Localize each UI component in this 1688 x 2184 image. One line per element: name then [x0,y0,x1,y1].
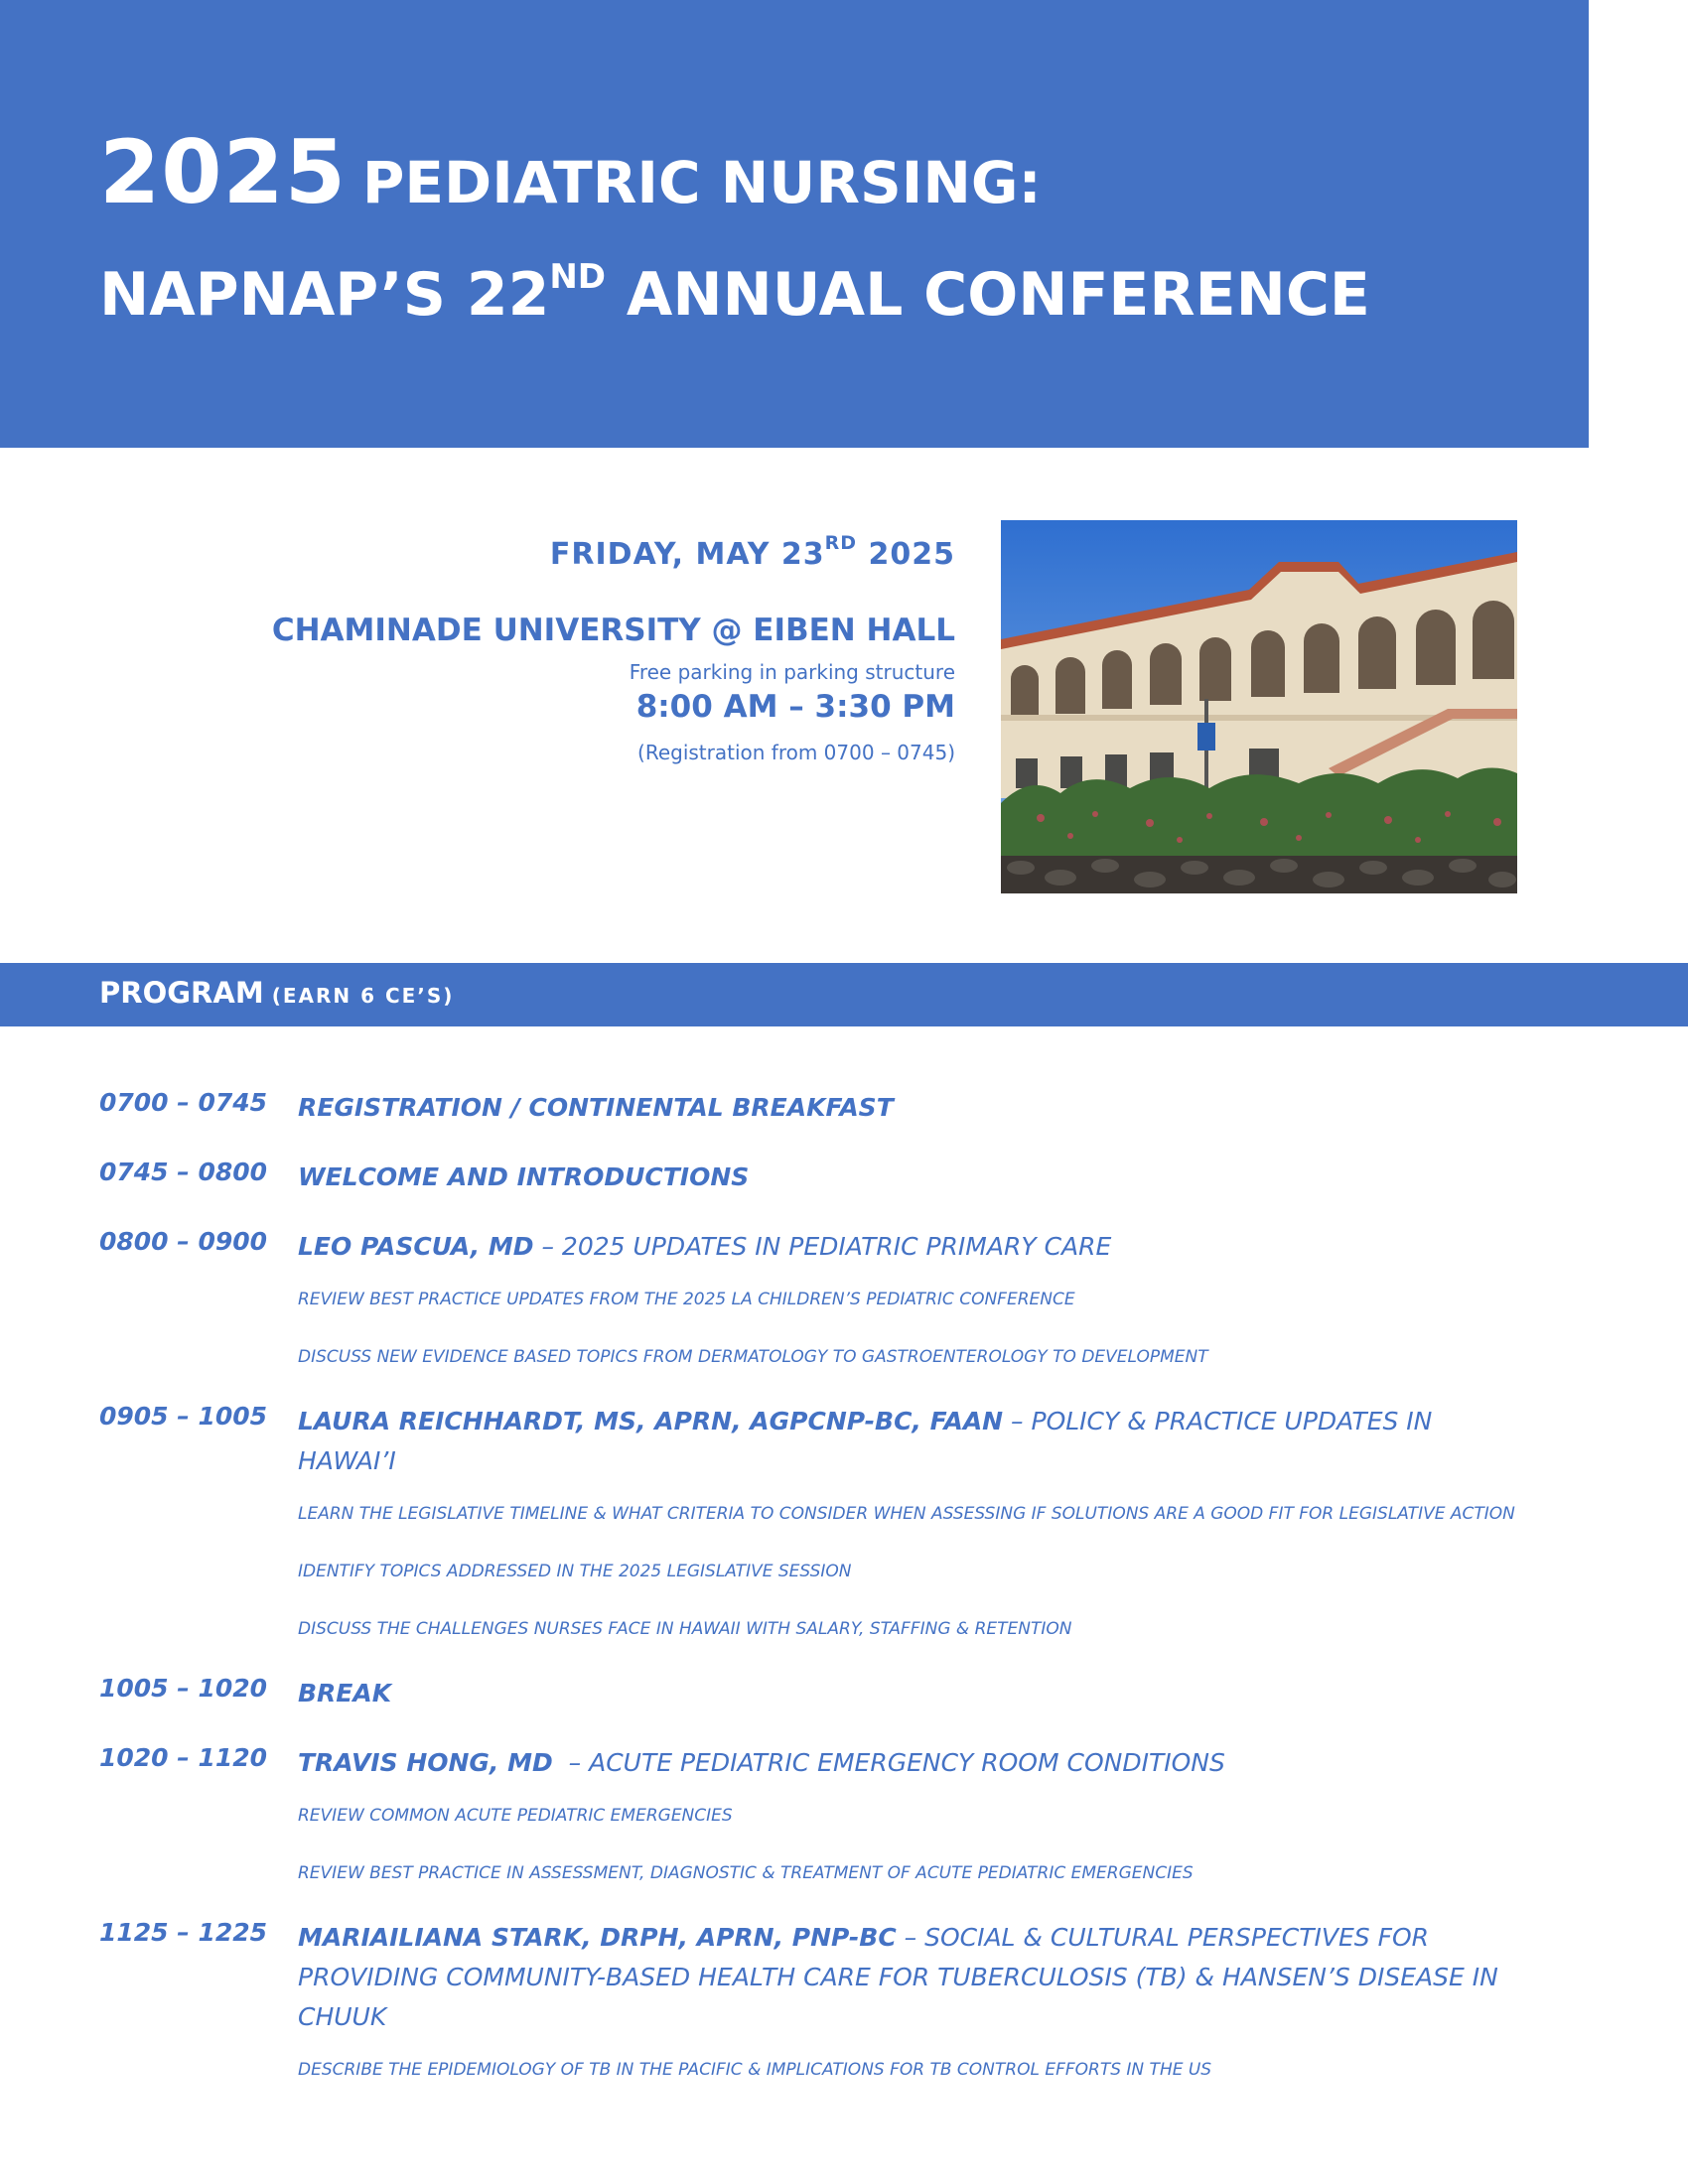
building-photo [1001,520,1517,893]
slot-speaker: LAURA REICHHARDT, MS, APRN, AGPCNP-BC, FAAN [298,1407,1004,1435]
slot-speaker: WELCOME AND INTRODUCTIONS [298,1162,750,1191]
schedule-slot [99,1158,1529,1197]
page-title-line-2 [99,257,1370,330]
program-ce: (EARN 6 CE’S) [271,984,455,1008]
slot-time: 1020 – 1120 [99,1743,268,1772]
event-time: 8:00 AM – 3:30 PM [635,689,955,725]
schedule-slot [99,1088,1529,1128]
slot-title [298,1674,1529,1713]
slot-time: 0745 – 0800 [99,1158,268,1186]
slot-objective: DISCUSS THE CHALLENGES NURSES FACE IN HAWAII WITH SALARY, STAFFING & RETENTION [298,1619,1072,1639]
slot-time: 1125 – 1225 [99,1918,268,1947]
slot-objective: DESCRIBE THE EPIDEMIOLOGY OF TB IN THE PACIFIC & IMPLICATIONS FOR TB CONTROL EFFORTS IN THE US [298,2060,1212,2080]
slot-time: 0700 – 0745 [99,1088,268,1117]
event-parking: Free parking in parking structure [629,660,955,684]
slot-objective: REVIEW BEST PRACTICE UPDATES FROM THE 2025 LA CHILDREN’S PEDIATRIC CONFERENCE [298,1290,1075,1309]
schedule-slot [99,1743,1529,1888]
program-heading [99,976,454,1010]
slot-title [298,1743,1529,1783]
event-registration: (Registration from 0700 – 0745) [637,741,955,764]
slot-time: 1005 – 1020 [99,1674,268,1703]
slot-title [298,1227,1529,1267]
slot-objective: IDENTIFY TOPICS ADDRESSED IN THE 2025 LEGISLATIVE SESSION [298,1562,852,1581]
slot-title [298,1918,1529,2037]
slot-topic: – SOCIAL & CULTURAL PERSPECTIVES FOR PROVIDING COMMUNITY-BASED HEALTH CARE FOR TUBERCULOSIS (TB) & HANSEN’S DISEASE IN CHUUK [298,1923,1506,2031]
title-banner [0,0,1589,448]
slot-speaker: MARIAILIANA STARK, DRPH, APRN, PNP-BC [298,1923,897,1952]
title-rest: PEDIATRIC NURSING: [361,149,1042,216]
slot-speaker: LEO PASCUA, MD [298,1232,534,1261]
slot-time: 0905 – 1005 [99,1402,268,1431]
schedule-slot [99,1918,1529,2085]
slot-title [298,1402,1529,1481]
title-line2-prefix: NAPNAP’S 22 [99,260,550,330]
slot-objective: LEARN THE LEGISLATIVE TIMELINE & WHAT CRITERIA TO CONSIDER WHEN ASSESSING IF SOLUTIONS ARE A GOOD FIT FOR LEGISLATIVE ACTION [298,1504,1515,1524]
slot-topic: – POLICY & PRACTICE UPDATES IN HAWAI’I [298,1407,1441,1475]
slot-objective: REVIEW COMMON ACUTE PEDIATRIC EMERGENCIES [298,1806,733,1826]
slot-title [298,1088,1529,1128]
title-line2-suffix: ANNUAL CONFERENCE [606,260,1370,330]
schedule-slot [99,1227,1529,1372]
event-venue: CHAMINADE UNIVERSITY @ EIBEN HALL [271,613,955,648]
slot-topic: – 2025 UPDATES IN PEDIATRIC PRIMARY CARE [533,1232,1112,1261]
schedule-list [99,1088,1529,2115]
slot-topic: – ACUTE PEDIATRIC EMERGENCY ROOM CONDITIONS [552,1748,1225,1777]
title-line2-sup: ND [549,257,606,297]
event-date [549,532,955,572]
schedule-slot [99,1402,1529,1644]
title-year: 2025 [99,121,347,223]
date-suffix: 2025 [857,537,955,572]
date-sup: RD [824,532,858,554]
slot-speaker: REGISTRATION / CONTINENTAL BREAKFAST [298,1093,894,1122]
page-title-line-1 [99,121,1042,223]
slot-speaker: BREAK [298,1679,392,1707]
program-title: PROGRAM [99,976,264,1010]
slot-time: 0800 – 0900 [99,1227,268,1256]
slot-speaker: TRAVIS HONG, MD [298,1748,553,1777]
schedule-slot [99,1674,1529,1713]
slot-title [298,1158,1529,1197]
slot-objective: REVIEW BEST PRACTICE IN ASSESSMENT, DIAGNOSTIC & TREATMENT OF ACUTE PEDIATRIC EMERGENCIES [298,1863,1194,1883]
date-prefix: FRIDAY, MAY 23 [549,537,825,572]
slot-objective: DISCUSS NEW EVIDENCE BASED TOPICS FROM DERMATOLOGY TO GASTROENTEROLOGY TO DEVELOPMENT [298,1347,1208,1367]
